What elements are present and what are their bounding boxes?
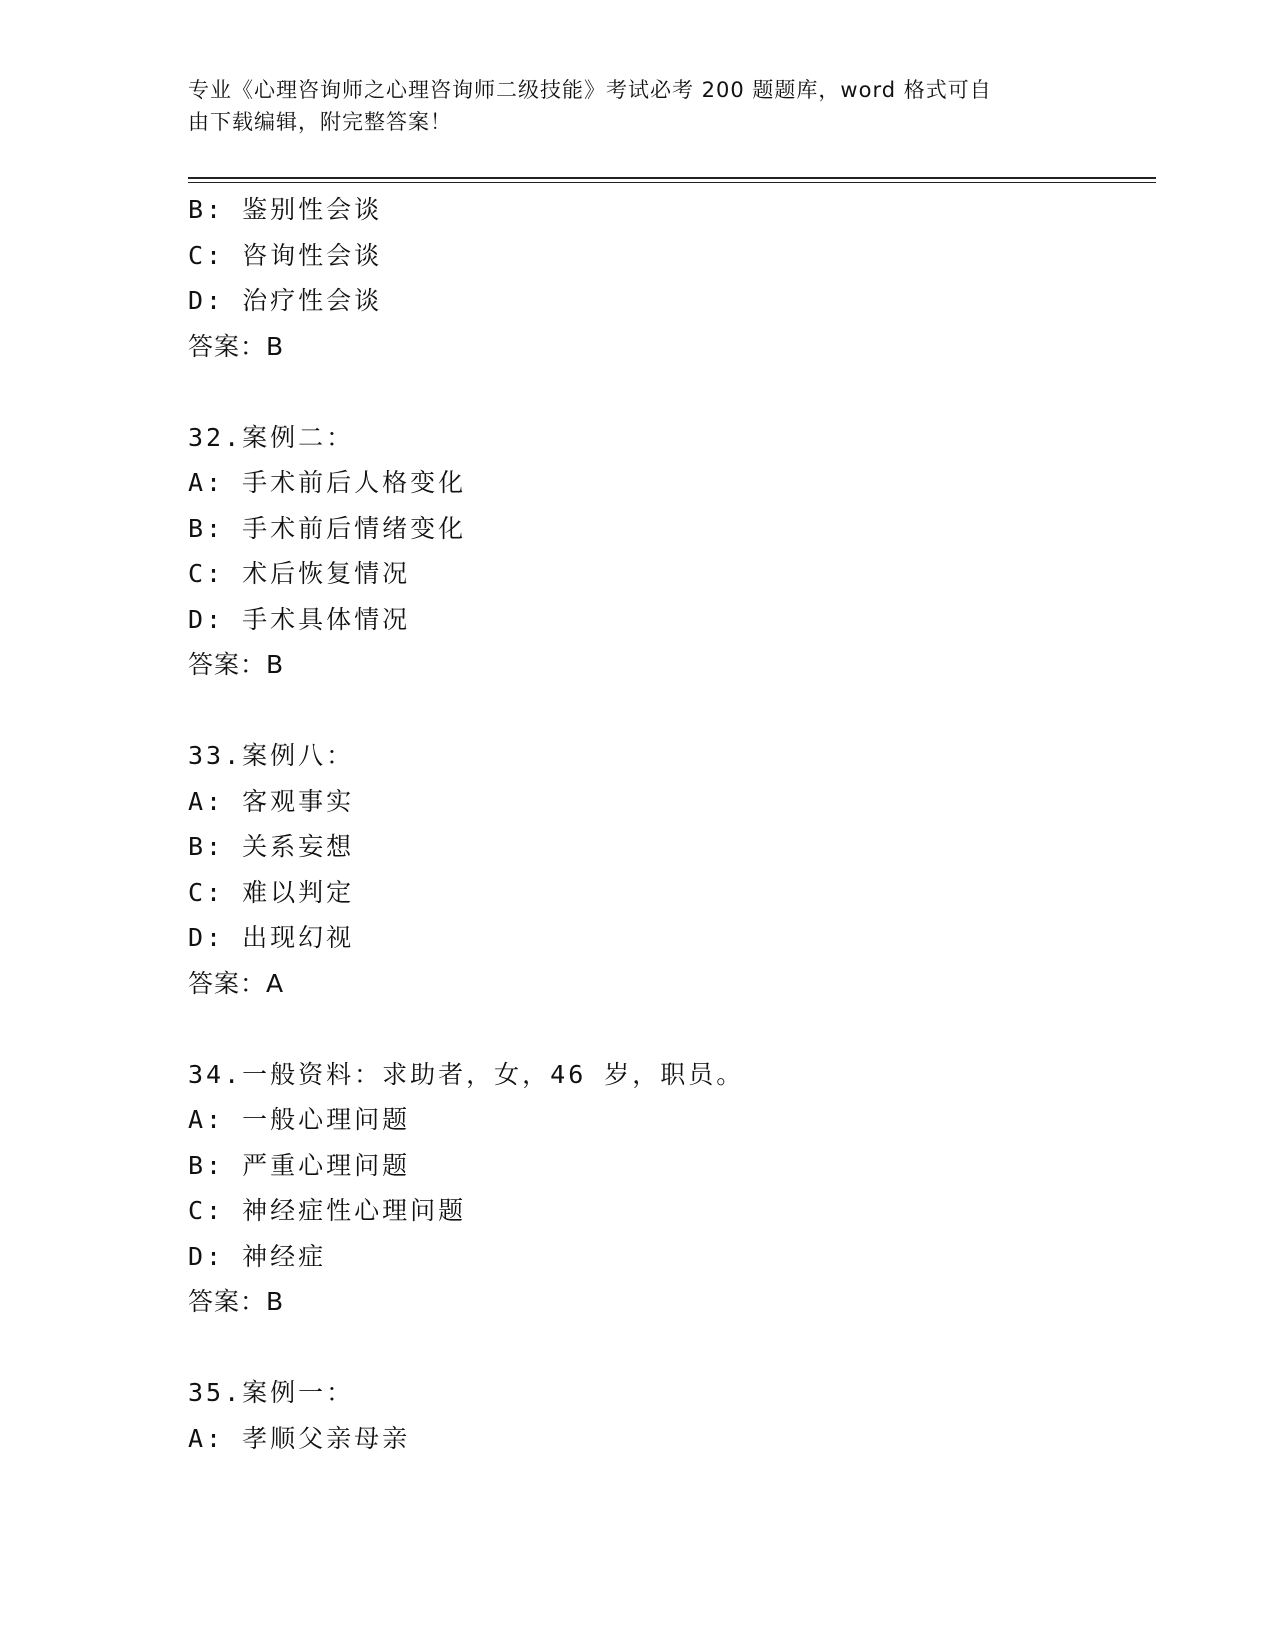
option-line: B: 关系妄想 [188, 832, 355, 861]
header-divider [188, 177, 1156, 183]
header-line-1: 专业《心理咨询师之心理咨询师二级技能》考试必考 200 题题库，word 格式可自 [188, 78, 992, 102]
option-line: D: 手术具体情况 [188, 604, 411, 634]
option-line: D: 治疗性会谈 [188, 286, 383, 315]
answer-line: 答案：B [188, 331, 285, 361]
answer-line: 答案：B [188, 650, 285, 679]
option-line: A: 一般心理问题 [188, 1105, 411, 1134]
option-line: D: 神经症 [188, 1241, 327, 1271]
question-title: 34.一般资料：求助者，女，46 岁，职员。 [188, 1059, 745, 1089]
question-title: 32.案例二： [188, 422, 355, 452]
spacer [188, 688, 1148, 734]
option-line: A: 手术前后人格变化 [188, 468, 467, 497]
header-line-2: 由下载编辑，附完整答案！ [188, 110, 452, 134]
spacer [188, 369, 1148, 415]
option-line: D: 出现幻视 [188, 923, 355, 952]
option-line: A: 孝顺父亲母亲 [188, 1423, 411, 1453]
document-header [188, 74, 1068, 138]
answer-line: 答案：B [188, 1287, 285, 1316]
question-title: 33.案例八： [188, 741, 355, 770]
spacer [188, 1006, 1148, 1052]
question-title: 35.案例一： [188, 1378, 355, 1407]
option-line: B: 严重心理问题 [188, 1150, 411, 1180]
option-line: C: 咨询性会谈 [188, 240, 383, 270]
answer-line: 答案：A [188, 968, 285, 998]
option-line: C: 术后恢复情况 [188, 559, 411, 588]
option-line: C: 神经症性心理问题 [188, 1196, 467, 1225]
spacer [188, 1325, 1148, 1371]
option-line: B: 手术前后情绪变化 [188, 513, 467, 543]
option-line: C: 难以判定 [188, 877, 355, 907]
question-list [188, 187, 1148, 1461]
option-line: B: 鉴别性会谈 [188, 195, 383, 224]
option-line: A: 客观事实 [188, 786, 355, 816]
